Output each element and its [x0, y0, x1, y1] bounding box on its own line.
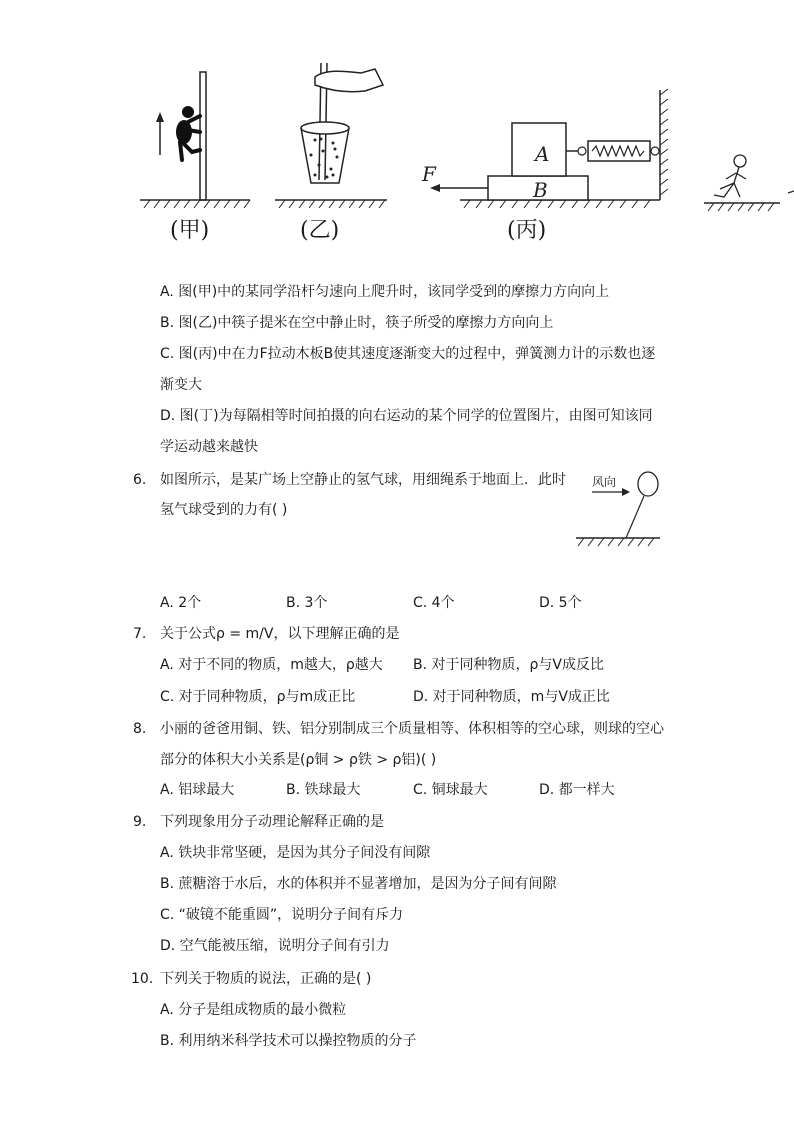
- q9-option-d: D. 空气能被压缩，说明分子间有引力: [160, 938, 390, 954]
- q6-stem-line2: 氢气球受到的力有( ): [160, 502, 288, 518]
- q6-stem-line1: 如图所示，是某广场上空静止的氢气球，用细绳系于地面上．此时: [160, 472, 566, 488]
- q9-stem: 下列现象用分子动理论解释正确的是: [160, 814, 384, 830]
- figure-jia: [130, 60, 260, 220]
- figure-balloon: [572, 466, 664, 550]
- figure-caption-jia: (甲): [170, 218, 210, 243]
- q10-option-a: A. 分子是组成物质的最小微粒: [160, 1002, 347, 1018]
- q9-number: 9.: [133, 814, 147, 830]
- q8-option-d: D. 都一样大: [539, 782, 615, 798]
- q8-number: 8.: [133, 721, 147, 737]
- q8-option-b: B. 铁球最大: [286, 782, 361, 798]
- q7-number: 7.: [133, 626, 147, 642]
- q5-option-d-line1: D. 图(丁)为每隔相等时间拍摄的向右运动的某个同学的位置图片，由图可知该同: [160, 408, 653, 424]
- q8-option-c: C. 铜球最大: [413, 782, 488, 798]
- figure-caption-yi: (乙): [300, 218, 340, 243]
- q5-option-d-line2: 学运动越来越快: [160, 439, 258, 455]
- q8-stem-line2: 部分的体积大小关系是(ρ铜 > ρ铁 > ρ铝)( ): [160, 752, 437, 768]
- q8-option-a: A. 铝球最大: [160, 782, 235, 798]
- q5-option-a: A. 图(甲)中的某同学沿杆匀速向上爬升时，该同学受到的摩擦力方向向上: [160, 284, 610, 300]
- q5-option-b: B. 图(乙)中筷子提米在空中静止时，筷子所受的摩擦力方向向上: [160, 315, 554, 331]
- figure-caption-bing: (丙): [507, 218, 547, 243]
- q6-number: 6.: [133, 472, 147, 488]
- q10-option-b: B. 利用纳米科学技术可以操控物质的分子: [160, 1033, 417, 1049]
- q9-option-c: C. “破镜不能重圆”，说明分子间有斥力: [160, 907, 404, 923]
- figure-yi: [275, 55, 395, 220]
- q8-stem-line1: 小丽的爸爸用铜、铁、铝分别制成三个质量相等、体积相等的空心球，则球的空心: [160, 721, 664, 737]
- figure-ding-partial: [700, 145, 794, 215]
- label-A: A: [535, 142, 550, 166]
- q9-option-a: A. 铁块非常坚硬，是因为其分子间没有间隙: [160, 845, 431, 861]
- q9-option-b: B. 蔗糖溶于水后，水的体积并不显著增加，是因为分子间有间隙: [160, 876, 557, 892]
- q7-option-c: C. 对于同种物质，ρ与m成正比: [160, 689, 356, 705]
- q7-stem: 关于公式ρ = m/V，以下理解正确的是: [160, 626, 400, 642]
- q7-option-b: B. 对于同种物质，ρ与V成反比: [413, 657, 604, 673]
- wind-label: 风向: [592, 475, 617, 489]
- q10-stem: 下列关于物质的说法，正确的是( ): [160, 971, 372, 987]
- q6-option-a: A. 2个: [160, 595, 202, 611]
- q7-option-a: A. 对于不同的物质，m越大，ρ越大: [160, 657, 383, 673]
- q10-number: 10.: [131, 971, 154, 987]
- q6-option-d: D. 5个: [539, 595, 582, 611]
- label-F: F: [422, 162, 436, 186]
- q6-option-b: B. 3个: [286, 595, 328, 611]
- q6-option-c: C. 4个: [413, 595, 455, 611]
- figure-bing: [420, 85, 675, 215]
- q5-option-c-line1: C. 图(丙)中在力F拉动木板B使其速度逐渐变大的过程中，弹簧测力计的示数也逐: [160, 346, 656, 362]
- q7-option-d: D. 对于同种物质，m与V成正比: [413, 689, 610, 705]
- q5-option-c-line2: 渐变大: [160, 377, 202, 393]
- label-B: B: [533, 178, 548, 202]
